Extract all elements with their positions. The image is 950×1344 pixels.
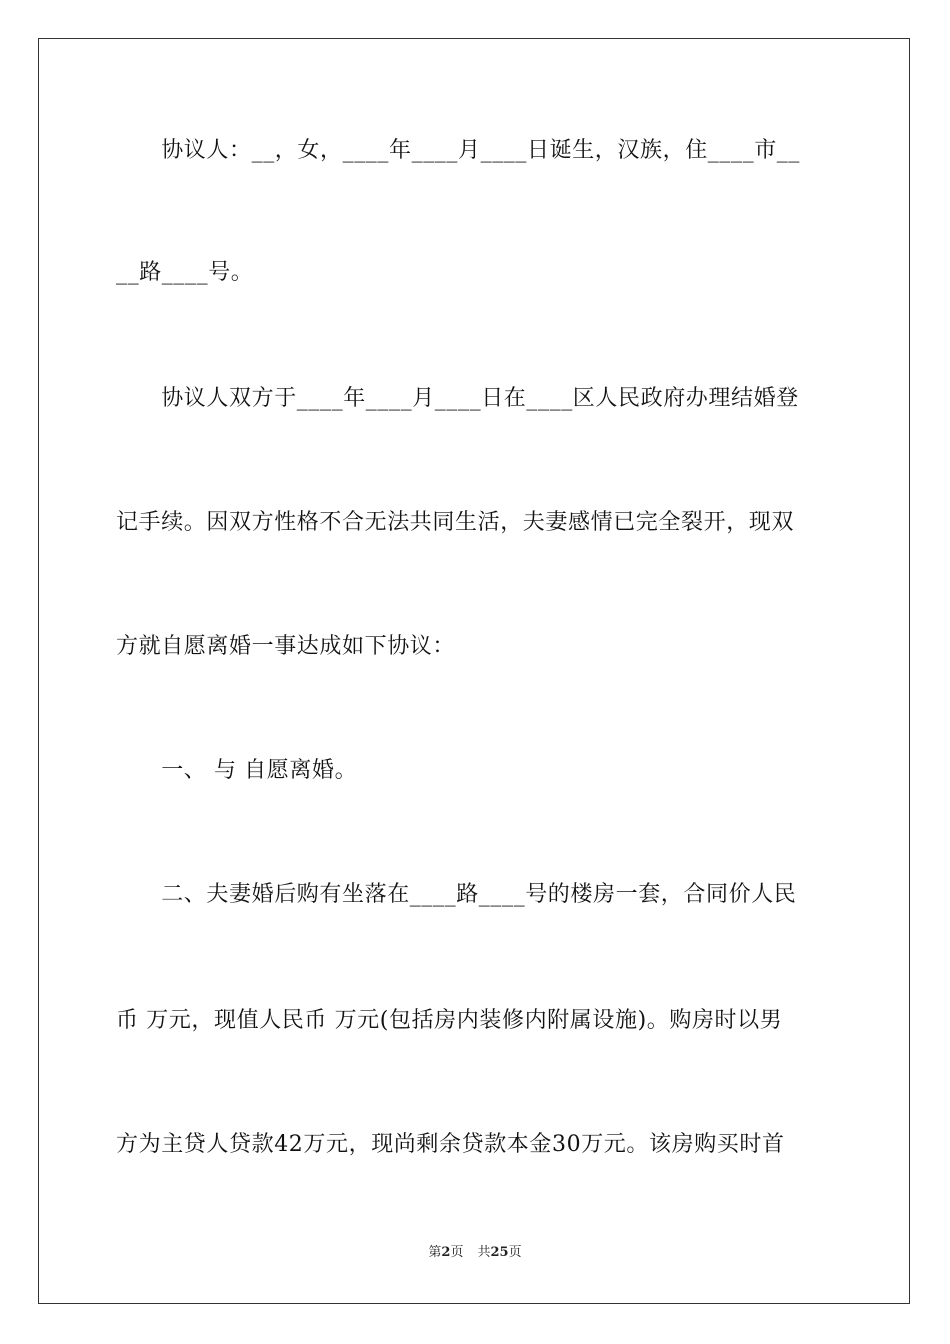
text-line: 协议人：__，女，____年____月____日诞生，汉族，住____市__ [116,138,801,163]
text-line: 方为主贷人贷款42万元，现尚剩余贷款本金30万元。该房购买时首 [116,1132,785,1157]
footer-total-prefix: 共 [477,1245,491,1260]
text-line: 方就自愿离婚一事达成如下协议： [116,634,456,659]
text-line: 一、 与 自愿离婚。 [116,758,358,783]
footer-prefix: 第 [428,1245,442,1260]
footer-page-word: 页 [450,1245,464,1260]
current-page-number: 2 [441,1245,451,1260]
text-line: 协议人双方于____年____月____日在____区人民政府办理结婚登 [116,386,799,411]
text-line: 二、夫妻婚后购有坐落在____路____号的楼房一套，合同价人民 [116,882,797,907]
text-line: 币 万元，现值人民币 万元(包括房内装修内附属设施)。购房时以男 [116,1008,783,1033]
text-line: __路____号。 [116,260,254,285]
text-line: 记手续。因双方性格不合无法共同生活，夫妻感情已完全裂开，现双 [116,510,795,535]
footer-total-suffix: 页 [508,1245,522,1260]
total-pages-number: 25 [490,1245,509,1260]
page-border [38,38,910,1304]
page-footer [0,1244,950,1262]
